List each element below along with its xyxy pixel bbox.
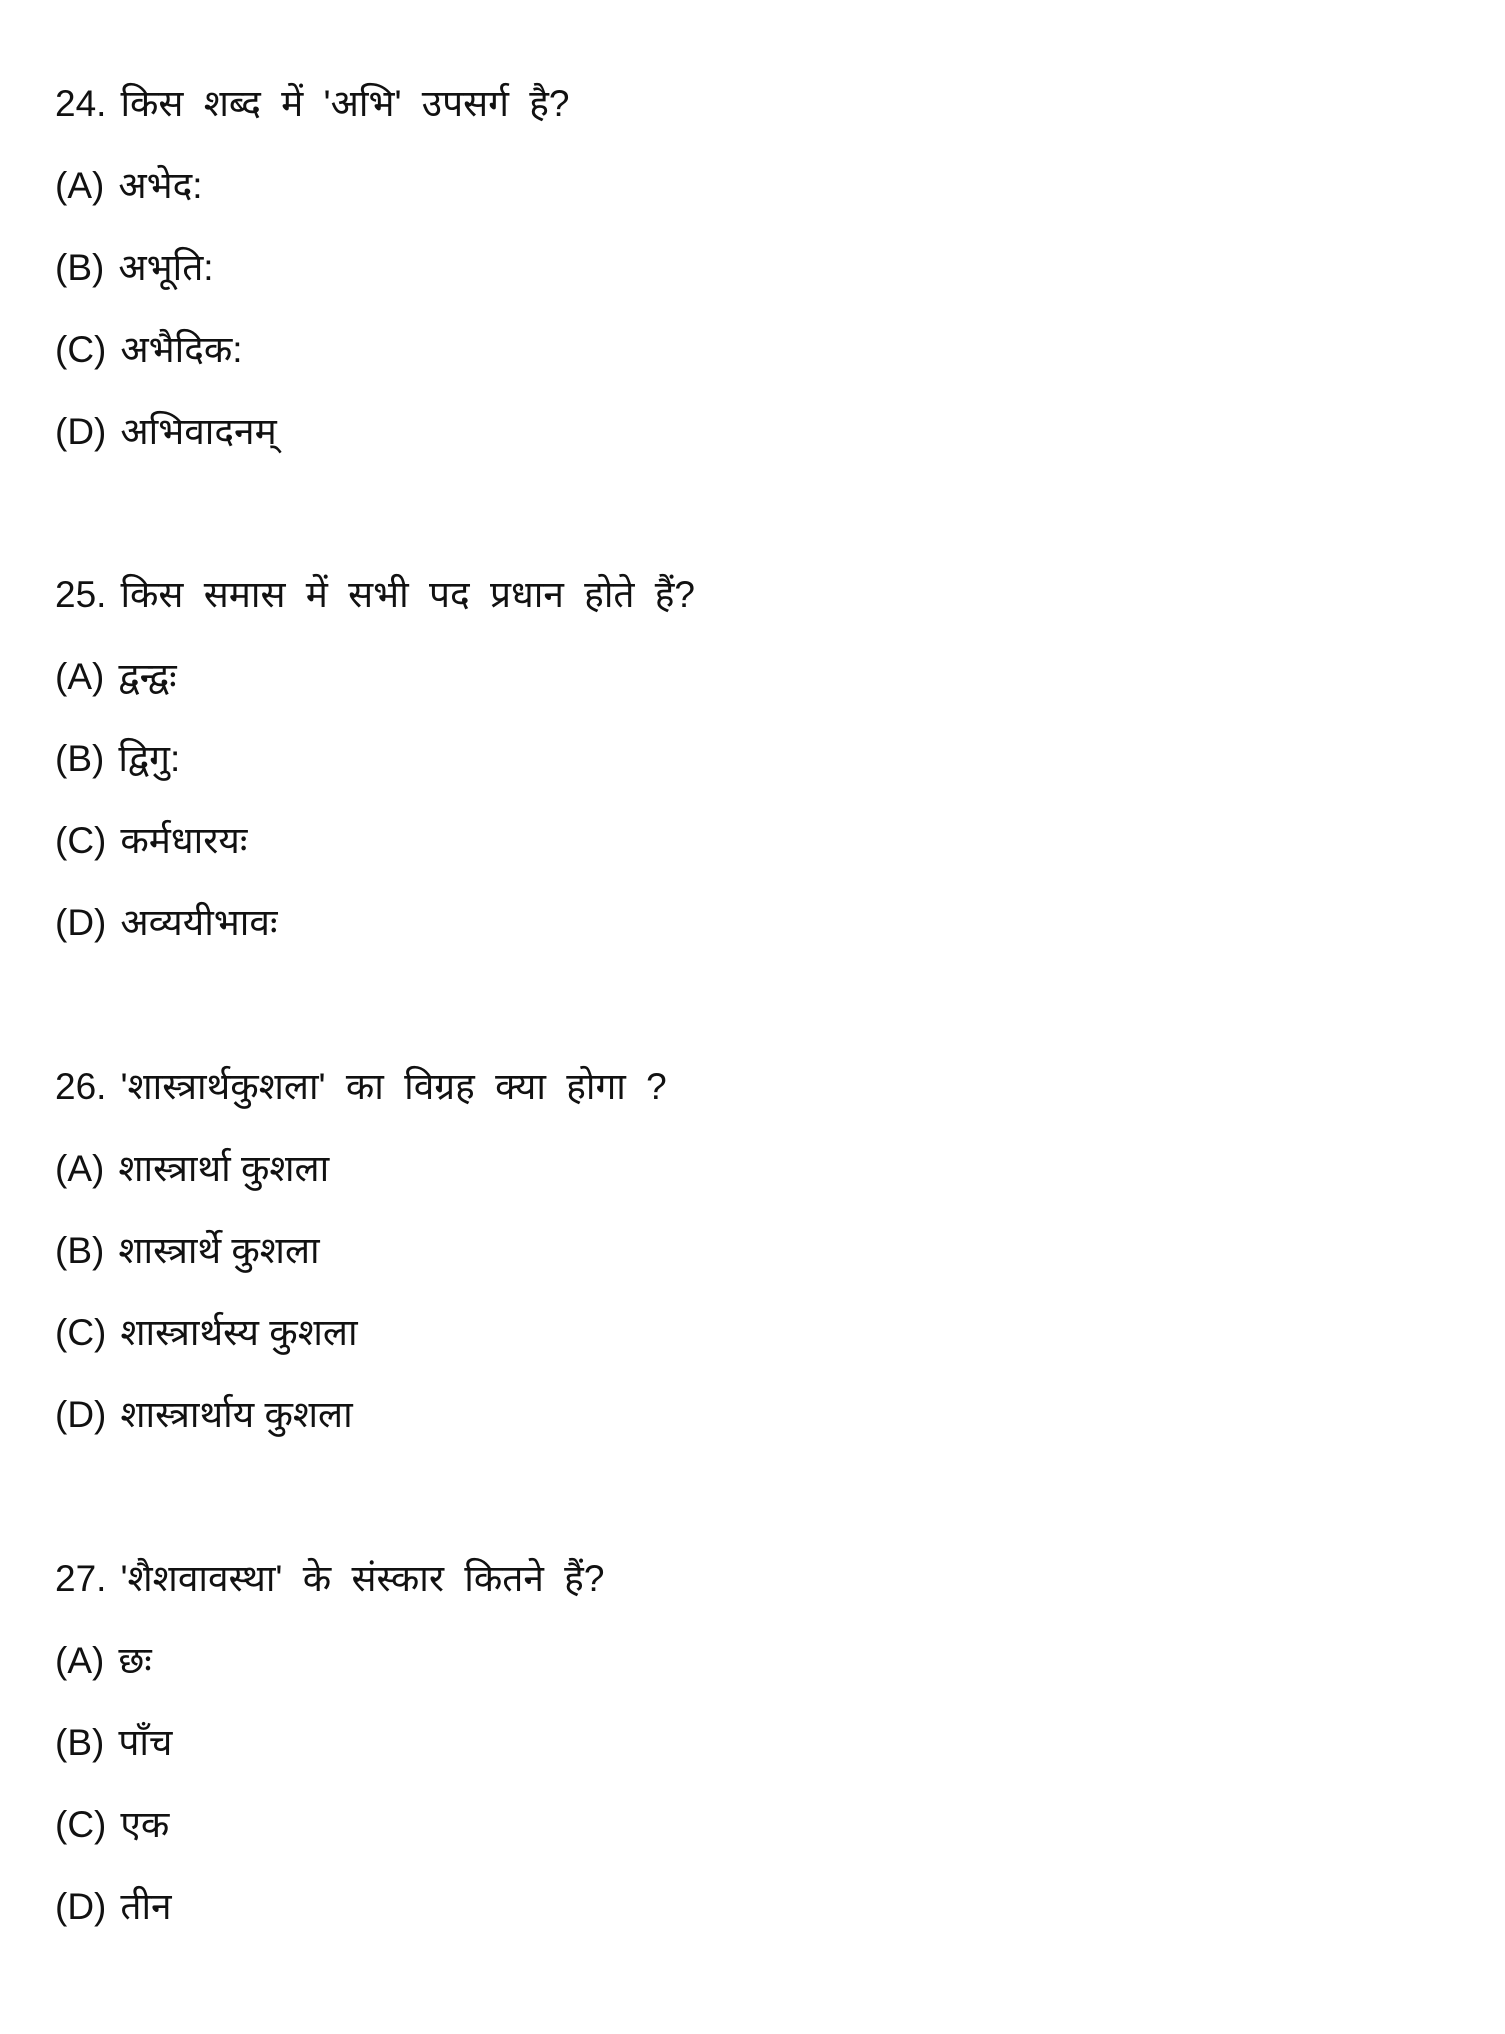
option-text: अभेद: <box>118 165 203 206</box>
option-label: (A) <box>55 1148 105 1189</box>
question-heading <box>55 554 695 636</box>
question-text: 'शैशवावस्था' के संस्कार कितने हैं? <box>120 1558 605 1599</box>
question-number: 25. <box>55 574 107 615</box>
option-label: (D) <box>55 411 107 452</box>
option-text: एक <box>120 1804 170 1845</box>
question-block <box>55 63 569 473</box>
option-text: अभूति: <box>118 247 214 288</box>
option-label: (B) <box>55 1230 105 1271</box>
option-text: द्विगु: <box>118 738 181 779</box>
option-label: (A) <box>55 165 105 206</box>
answer-option <box>55 718 695 800</box>
option-text: शास्त्रार्थे कुशला <box>118 1230 320 1271</box>
option-label: (C) <box>55 1312 107 1353</box>
answer-option <box>55 1702 604 1784</box>
option-text: कर्मधारयः <box>120 820 248 861</box>
answer-option <box>55 882 695 964</box>
answer-option <box>55 391 569 473</box>
answer-option <box>55 1374 667 1456</box>
question-block <box>55 554 695 964</box>
option-text: शास्त्रार्थाय कुशला <box>120 1394 353 1435</box>
question-heading <box>55 1538 604 1620</box>
question-text: 'शास्त्रार्थकुशला' का विग्रह क्या होगा ? <box>120 1066 667 1107</box>
question-block <box>55 1538 604 1948</box>
answer-option <box>55 1784 604 1866</box>
answer-option <box>55 309 569 391</box>
option-label: (D) <box>55 902 107 943</box>
option-label: (C) <box>55 820 107 861</box>
option-label: (A) <box>55 656 105 697</box>
question-block <box>55 1046 667 1456</box>
option-text: द्वन्द्वः <box>118 656 177 697</box>
answer-option <box>55 1620 604 1702</box>
option-label: (D) <box>55 1886 107 1927</box>
answer-option <box>55 1866 604 1948</box>
option-text: अव्ययीभावः <box>120 902 278 943</box>
option-label: (D) <box>55 1394 107 1435</box>
option-label: (C) <box>55 1804 107 1845</box>
option-label: (B) <box>55 1722 105 1763</box>
option-text: शास्त्रार्था कुशला <box>118 1148 330 1189</box>
option-text: अभिवादनम् <box>120 411 277 452</box>
answer-option <box>55 800 695 882</box>
question-heading <box>55 63 569 145</box>
question-heading <box>55 1046 667 1128</box>
option-label: (B) <box>55 247 105 288</box>
question-number: 26. <box>55 1066 107 1107</box>
option-label: (B) <box>55 738 105 779</box>
option-text: पाँच <box>118 1722 173 1763</box>
answer-option <box>55 1210 667 1292</box>
question-text: किस शब्द में 'अभि' उपसर्ग है? <box>120 83 570 124</box>
answer-option <box>55 1128 667 1210</box>
option-label: (C) <box>55 329 107 370</box>
option-label: (A) <box>55 1640 105 1681</box>
answer-option <box>55 1292 667 1374</box>
question-text: किस समास में सभी पद प्रधान होते हैं? <box>120 574 696 615</box>
question-number: 27. <box>55 1558 107 1599</box>
answer-option <box>55 145 569 227</box>
option-text: अभैदिक: <box>120 329 243 370</box>
option-text: तीन <box>120 1886 172 1927</box>
question-number: 24. <box>55 83 107 124</box>
option-text: छः <box>118 1640 152 1681</box>
option-text: शास्त्रार्थस्य कुशला <box>120 1312 358 1353</box>
answer-option <box>55 636 695 718</box>
answer-option <box>55 227 569 309</box>
